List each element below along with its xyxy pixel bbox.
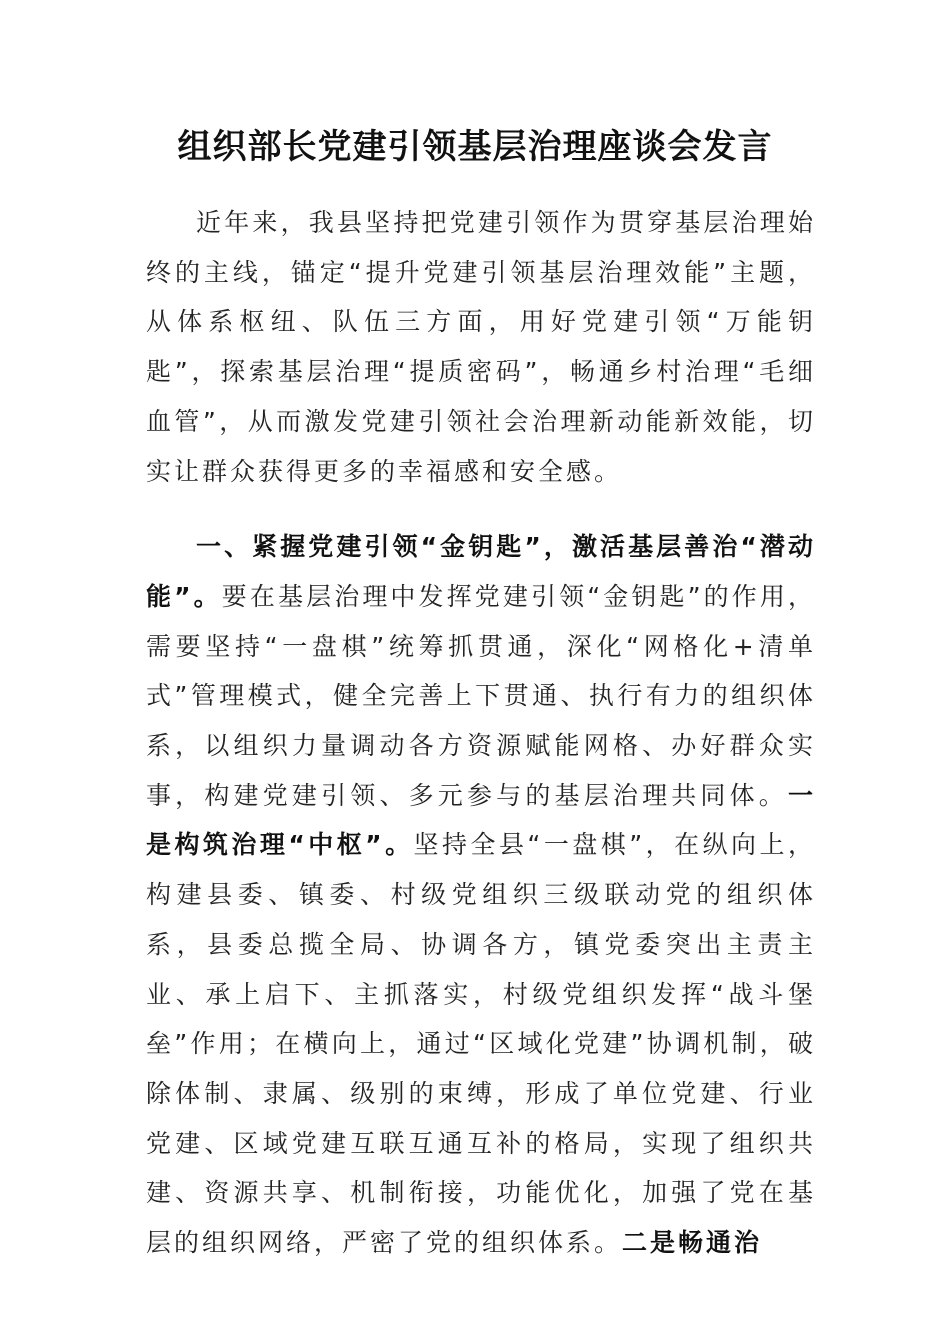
section-1-text: 要在基层治理中发挥党建引领“金钥匙”的作用，需要坚持“一盘棋”统筹抓贯通，深化“网格化+清单式”管理模式，健全完善上下贯通、执行有力的组织体系，以组织力量调动各方资源赋能网格、办好群众实事，构建党建引领、多元参与的基层治理共同体。 xyxy=(146,581,816,810)
section-1-paragraph xyxy=(146,522,816,1268)
section-1-heading: 一、紧握党建引领“金钥匙”，激活基层善治“潜动能”。 xyxy=(146,532,816,611)
document-title: 组织部长党建引领基层治理座谈会发言 xyxy=(177,127,773,167)
point-2-heading: 二是畅通治 xyxy=(622,1228,763,1258)
point-1-text: 坚持全县“一盘棋”，在纵向上，构建县委、镇委、村级党组织三级联动党的组织体系，县委总揽全局、协调各方，镇党委突出主责主业、承上启下、主抓落实，村级党组织发挥“战斗堡垒”作用；在横向上，通过“区域化党建”协调机制，破除体制、隶属、级别的束缚，形成了单位党建、行业党建、区域党建互联互通互补的格局，实现了组织共建、资源共享、机制衔接，功能优化，加强了党在基层的组织网络，严密了党的组织体系。 xyxy=(146,830,816,1258)
document-body xyxy=(146,198,816,1268)
intro-paragraph: 近年来，我县坚持把党建引领作为贯穿基层治理始终的主线，锚定“提升党建引领基层治理效能”主题，从体系枢纽、队伍三方面，用好党建引领“万能钥匙”，探索基层治理“提质密码”，畅通乡村治理“毛细血管”，从而激发党建引领社会治理新动能新效能，切实让群众获得更多的幸福感和安全感。 xyxy=(146,208,816,486)
point-1-heading: 一是构筑治理“中枢”。 xyxy=(146,780,816,860)
